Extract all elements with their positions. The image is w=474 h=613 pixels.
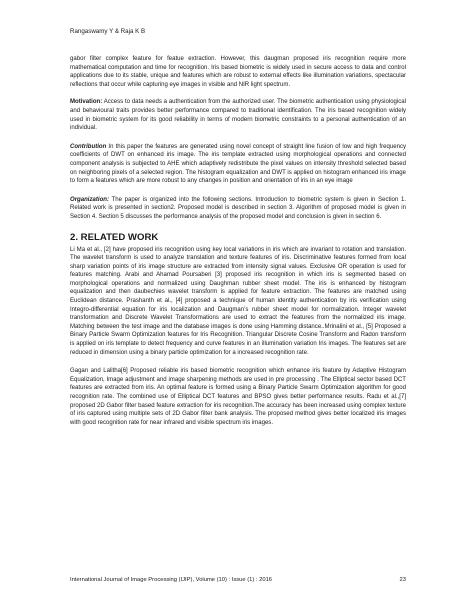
contribution-lead: Contribution: [70, 143, 107, 150]
motivation-paragraph: [70, 98, 406, 132]
motivation-lead: Motivation:: [70, 99, 103, 106]
related-work-paragraph-2: Gagan and Lalitha[6] Proposed reliable iris based biometric recognition which enhance iris feature by Adaptive Histogram Equalization, Image adjustment and image sharpening methods are used in pre processing . The Elliptical sector based DCT features are extracted from iris. An optimal feature is formed using a Binary Particle Swarm Optimization algorithm for good recognition rate. The combined use of Elliptical DCT features and BPSO gives better performance results. Radu et al.,[7] proposed 2D Gabor filter based feature extraction for iris recognition.The accuracy has been increased using complex texture of iris captured using multiple sets of 2D Gabor filter bank analysis. The proposed method gives better localized iris images with good recognition rate for near infrared and visible spectrum iris images.: [70, 368, 406, 426]
running-head: Rangaswamy Y & Raja K B: [70, 28, 146, 35]
page-number: 23: [399, 577, 406, 583]
contribution-text: In this paper the features are generated using novel concept of straight line fusion of low and high frequency coefficients of DWT on enhanced iris image. The iris template extracted using morphological operations and connected component analysis is subjected to AHE which adaptively redistribute the pixel values on intensity threshold selected based on neighboring pixels of a selected region. The histogram equalization and DWT is applied on histogram enhanced iris image to form a features which are more robust to any changes in position and orientation of iris in an eye image: [70, 143, 406, 185]
section-heading: 2. RELATED WORK: [70, 231, 159, 243]
organization-text: The paper is organized into the following sections. Introduction to biometric system is given in Section 1. Related work is presented in section2. Proposed model is described in section 3. Algorithm of proposed model is given in Section 4. Section 5 discusses the performance analysis of the proposed model and conclusion is given in section 6.: [70, 196, 406, 220]
organization-paragraph: [70, 196, 406, 222]
contribution-paragraph: [70, 143, 406, 186]
organization-lead: Organization:: [70, 196, 109, 203]
page-body: [70, 55, 406, 437]
journal-citation: International Journal of Image Processing (IJIP), Volume (10) : Issue (1) : 2016: [70, 577, 273, 583]
related-work-paragraph-1: Li Ma et al., [2] have proposed iris recognition using key local variations in iris which are invariant to rotation and translation. The wavelet transform is used to analyze translation and texture features of iris. Discriminative features formed from local sharp variation points of iris image structure are extracted from intensity signal values. Exclusive OR operation is used for features matching. Arabi and Ahamad Poursaberi [3] proposed iris recognition in which iris is segmented based on morphological operations and normalized using Daughman rubber sheet model. The iris is enhanced by histogram equalization and then daubechies wavelet transform is applied for feature extraction. The features are matched using Euclidean distance. Prashanth et al., [4] proposed a technique of human identity authentication by iris verification using Integro-differential equation for iris localization and Daugman’s rubber sheet model for normalization. Integer wavelet transformation and Discrete Wavelet Transformations are used to extract the features from the normalized iris image. Matching between the test image and the database images is done using Hamming distance..Mrinalini et al., [5] Proposed a Binary Particle Swarm Optimization features for Iris Recognition. Triangular Discrete Cosine Transform and Radon transform is applied on iris template to detect frequency and curve features in an illumination variation Iris images. The features set are reduced in dimension using a binary particle optimization for a increased recognition rate.: [70, 246, 406, 356]
page-footer: [70, 577, 406, 583]
motivation-text: Access to data needs a authentication from the authorized user. The biometric authentication using physiological and behavioural traits provides better performance compared to traditional identification. The iris based recognition widely used in biometric system for its good reliability in terms of modern biometric constraints to a personal authentication of an individual.: [70, 99, 406, 132]
intro-paragraph: gabor filter complex feature for featue extraction. However, this daugman proposed iris recognition require more mathematical computation and time for recognition. Iris based biometric is widely used in secure access to data and control applications due to its stable, unique and features which are robust to external effects like illumination variations, spectacular reflections that occur while capturing eye images in visible and NIR light spectrum.: [70, 56, 406, 88]
